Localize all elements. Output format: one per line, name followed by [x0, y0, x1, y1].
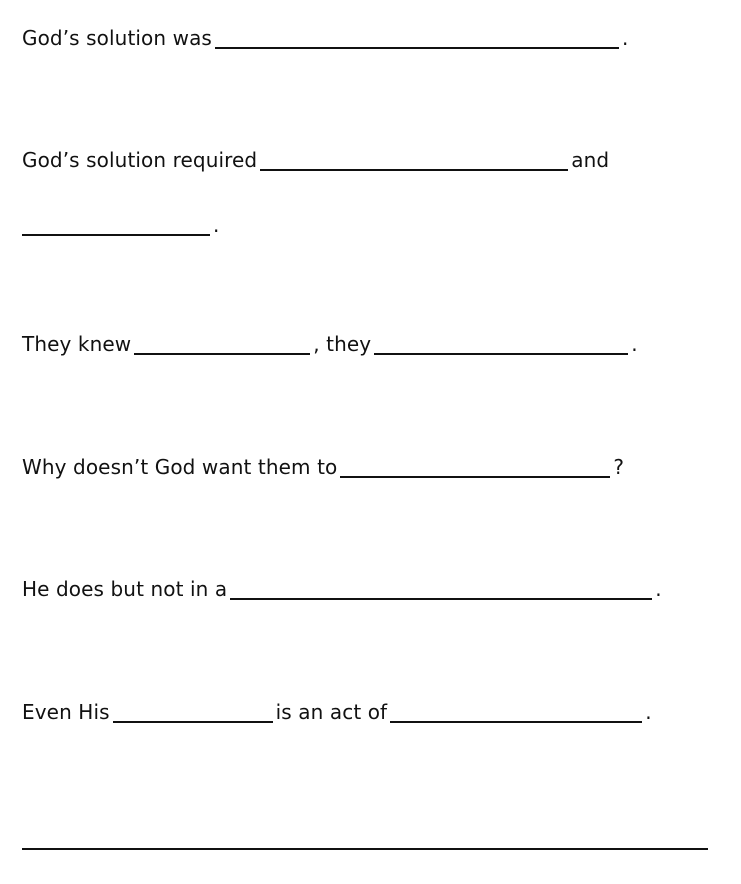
line-1-text: God’s solution was — [22, 26, 212, 50]
line-7-end: . — [645, 700, 652, 724]
fill-in-line-5 — [22, 453, 624, 481]
line-7-text: Even His — [22, 700, 110, 724]
line-4-end: . — [631, 332, 638, 356]
answer-blank-3[interactable] — [22, 214, 210, 236]
fill-in-line-1 — [22, 24, 628, 52]
answer-blank-6[interactable] — [340, 456, 610, 478]
fill-in-line-8 — [22, 825, 711, 853]
answer-blank-1[interactable] — [215, 27, 619, 49]
line-2-text: God’s solution required — [22, 148, 258, 172]
fill-in-line-3 — [22, 211, 219, 239]
line-1-end: . — [621, 26, 629, 50]
line-5-text: Why doesn’t God want them to — [22, 455, 338, 479]
fill-in-line-6 — [22, 575, 662, 603]
fill-in-line-7 — [22, 698, 652, 726]
line-2-middle: and — [571, 148, 610, 172]
line-6-end: . — [655, 577, 662, 601]
line-4-middle: , they — [313, 332, 372, 356]
fill-in-line-2 — [22, 146, 609, 174]
answer-blank-7[interactable] — [230, 578, 652, 600]
answer-blank-4[interactable] — [134, 333, 310, 355]
answer-blank-10[interactable] — [22, 828, 708, 850]
line-4-text: They knew — [22, 332, 132, 356]
answer-blank-8[interactable] — [113, 701, 273, 723]
line-6-text: He does but not in a — [22, 577, 228, 601]
answer-blank-5[interactable] — [374, 333, 628, 355]
line-7-middle: is an act of — [275, 700, 388, 724]
answer-blank-2[interactable] — [260, 149, 568, 171]
answer-blank-9[interactable] — [390, 701, 642, 723]
fill-in-line-4 — [22, 330, 638, 358]
line-5-end: ? — [613, 455, 625, 479]
line-3-end: . — [213, 213, 220, 237]
